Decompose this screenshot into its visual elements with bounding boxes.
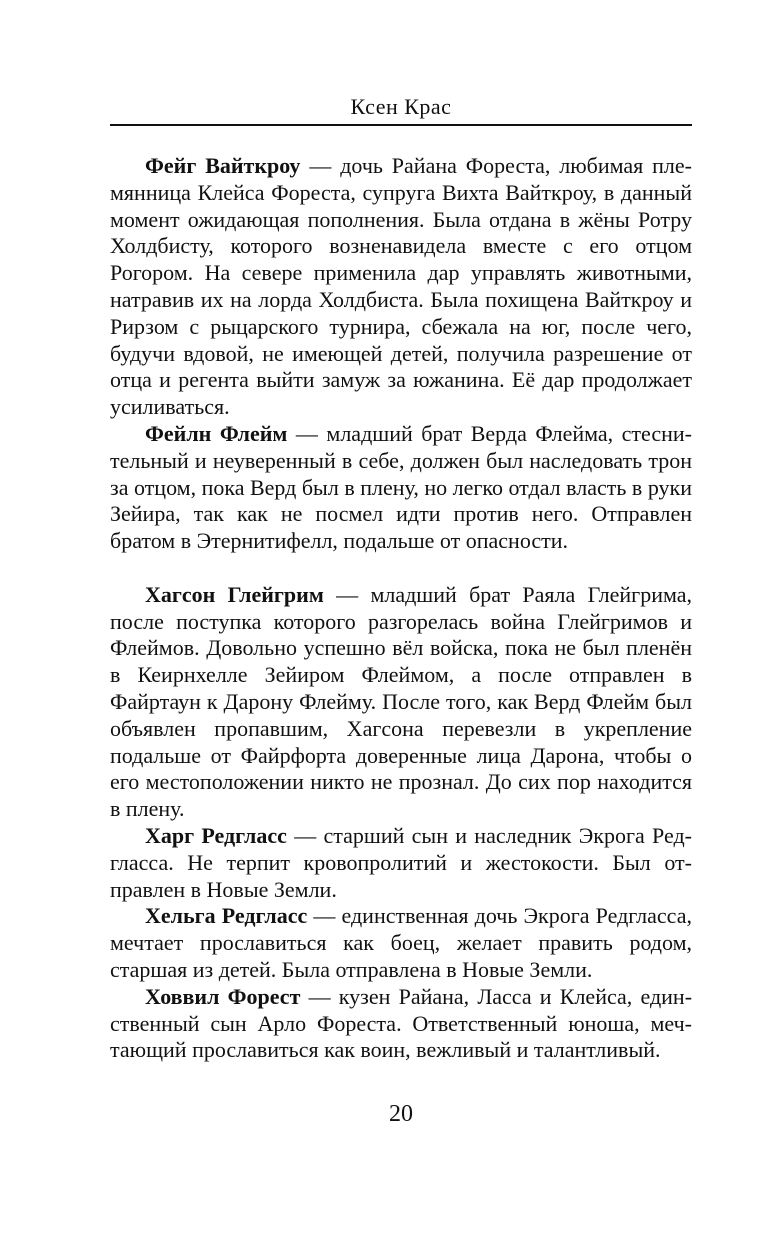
entry-text: — младший брат Раяла Глейгрима, после поступка которого разгорелась война Глейгримов и Флеймов. Довольно успешно вёл войска, пока не был пленён в Кеирнхелле Зейиром Флеймом, а после отправлен в Файртаун к Дарону Флейму. После того, как Верд Флейм был объявлен пропавшим, Хагсона перевезли в укрепление подальше от Файрфорта доверенные лица Дарона, чтобы о его местоположении никто не прознал. До сих пор находится в плену. <box>110 581 693 822</box>
entry-text: — единственная дочь Экрога Редгласса, мечтает прославиться как боец, желает править родом, старшая из детей. Была отправлена в Новые Земли. <box>110 903 692 982</box>
entry-text: — младший брат Верда Флейма, стеснительный и неуверенный в себе, должен был наследовать трон за отцом, пока Верд был в плену, но легко отдал власть в руки Зейира, так как не посмел идти против него. Отправлен братом в Этернитифелл, подальше от опасности. <box>110 420 692 554</box>
entry-text: — дочь Райана Фореста, любимая племянница Клейса Фореста, супруга Вихта Вайткроу, в данный момент ожидающая пополнения. Была отдана в жёны Ротру Холдбисту, которого возненавидела вместе с его отцом Рогором. На севере применила дар управлять животными, натравив их на лорда Холдбиста. Была похищена Вайткроу и Рирзом с рыцарского турнира, сбежала на юг, после чего, будучи вдовой, не имеющей детей, получила разрешение от отца и регента выйти замуж за южанина. Её дар продолжает усиливаться. <box>110 153 692 420</box>
entry-hagson <box>110 582 692 823</box>
entry-name: Харг Редгласс <box>145 822 287 848</box>
entry-helga <box>110 903 692 983</box>
running-head: Ксен Крас <box>350 94 452 119</box>
entry-name: Фейг Вайткроу <box>145 153 301 178</box>
entry-hovvil <box>110 984 692 1064</box>
entry-harg <box>110 823 692 903</box>
body-text <box>110 153 692 1064</box>
entry-name: Хельга Редгласс <box>145 903 308 929</box>
entry-feig <box>110 153 692 421</box>
entry-name: Хагсон Глейгрим <box>145 581 324 607</box>
entry-name: Фейлн Флейм <box>145 420 288 446</box>
entry-name: Ховвил Форест <box>145 983 301 1009</box>
entry-text: — старший сын и наследник Экрога Редгласса. Не терпит кровопролитий и жестокости. Был отправлен в Новые Земли. <box>110 822 692 902</box>
entry-feiln <box>110 421 692 555</box>
header-rule <box>110 124 692 126</box>
entry-text: — кузен Райана, Ласса и Клейса, единственный сын Арло Фореста. Ответственный юноша, мечтающий прославиться как воин, вежливый и талантливый. <box>110 983 693 1063</box>
page-number: 20 <box>389 1101 413 1127</box>
